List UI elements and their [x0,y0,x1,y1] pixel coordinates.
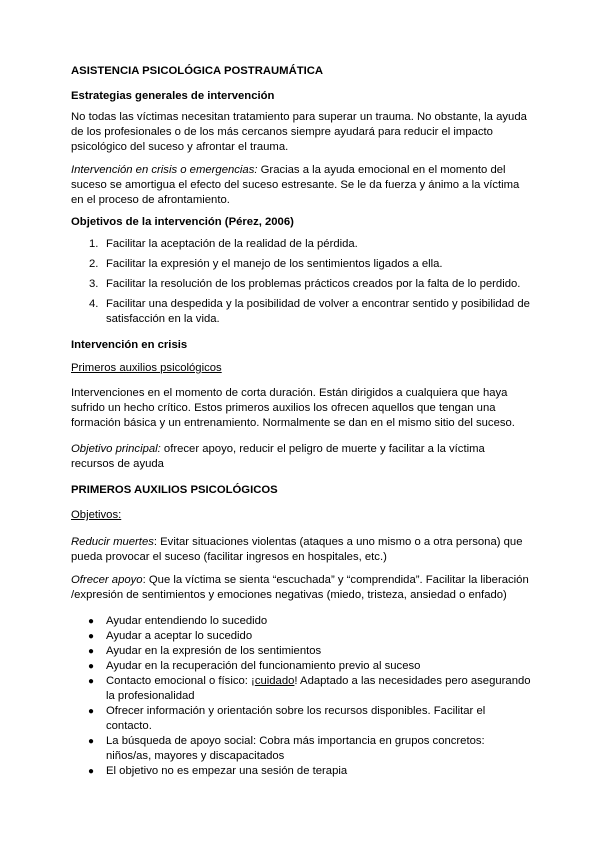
list-item-text: La búsqueda de apoyo social: Cobra más importancia en grupos concretos: niños/as, mayores y discapacitados [106,735,485,762]
first-aid-objectives-label: Objetivos: [71,509,122,521]
support-bullet-list [71,614,531,779]
bullet-icon: ● [88,766,95,777]
crisis-emergency-paragraph [71,163,531,208]
list-item [71,704,531,734]
crisis-paragraph: Intervenciones en el momento de corta duración. Están dirigidos a cualquiera que haya sufrido un hecho crítico. Estos primeros auxilios los ofrecen aquellos que tengan una formación básica y un entrenamiento. Normalmente se dan en el mismo sitio del suceso. [71,387,515,429]
offer-support-label: Ofrecer apoyo [71,574,143,586]
list-item-text: Ayudar en la recuperación del funcionamiento previo al suceso [106,660,421,672]
list-item-text: Facilitar la expresión y el manejo de los sentimientos ligados a ella. [106,258,443,270]
strategies-heading: Estrategias generales de intervención [71,90,275,102]
list-item-text: Facilitar la aceptación de la realidad de la pérdida. [106,238,358,250]
reduce-deaths-label: Reducir muertes [71,536,154,548]
list-item-text: Ayudar a aceptar lo sucedido [106,630,253,642]
objectives-list [71,237,531,327]
list-item [71,629,531,644]
crisis-emergency-label: Intervención en crisis o emergencias: [71,164,258,176]
list-item [71,659,531,674]
list-item-text: El objetivo no es empezar una sesión de terapia [106,765,348,777]
list-item-number: 2. [89,258,99,270]
list-item-text: Facilitar una despedida y la posibilidad de volver a encontrar sentido y posibilidad de satisfacción en la vida. [106,298,530,325]
bullet-icon: ● [88,616,95,627]
first-aid-heading: PRIMEROS AUXILIOS PSICOLÓGICOS [71,484,278,496]
main-objective-text: ofrecer apoyo, reducir el peligro de muerte y facilitar a la víctima recursos de ayuda [71,443,485,470]
main-objective-label: Objetivo principal: [71,443,161,455]
list-item [71,644,531,659]
contact-pre-text: Contacto emocional o físico: ¡ [106,675,255,687]
list-item-text: Facilitar la resolución de los problemas prácticos creados por la falta de lo perdido. [106,278,521,290]
list-item-number: 4. [89,298,99,310]
list-item-text: Ofrecer información y orientación sobre los recursos disponibles. Facilitar el contacto. [106,705,486,732]
list-item [71,764,531,779]
cuidado-link[interactable]: cuidado [254,675,295,687]
crisis-emergency-text: Gracias a la ayuda emocional en el momento del suceso se amortigua el efecto del suceso estresante. Se le da fuerza y ánimo a la víctima en el proceso de afrontamiento. [71,164,520,206]
list-item-text: Ayudar entendiendo lo sucedido [106,615,268,627]
reduce-deaths-paragraph [71,535,531,565]
objectives-heading: Objetivos de la intervención (Pérez, 2006) [71,216,294,228]
list-item-number: 1. [89,238,99,250]
list-item [71,614,531,629]
contact-post-text: ! Adaptado a las necesidades pero asegurando la profesionalidad [106,675,531,702]
main-objective-paragraph [71,442,531,472]
strategies-paragraph: No todas las víctimas necesitan tratamiento para superar un trauma. No obstante, la ayuda de los profesionales o de los más cercanos siempre ayudará para reducir el impacto psicológico del suceso y afrontar el trauma. [71,111,527,153]
bullet-icon: ● [88,631,95,642]
crisis-heading: Intervención en crisis [71,339,188,351]
list-item [71,237,531,252]
first-aid-subheading: Primeros auxilios psicológicos [71,362,222,374]
list-item-text: Ayudar en la expresión de los sentimientos [106,645,322,657]
bullet-icon: ● [88,676,95,687]
bullet-icon: ● [88,706,95,717]
bullet-icon: ● [88,736,95,747]
offer-support-paragraph [71,573,531,603]
document-title: ASISTENCIA PSICOLÓGICA POSTRAUMÁTICA [71,65,324,77]
bullet-icon: ● [88,661,95,672]
reduce-deaths-text: : Evitar situaciones violentas (ataques a uno mismo o a otra persona) que pueda provocar el suceso (facilitar ingresos en hospitales, etc.) [71,536,523,563]
offer-support-text: : Que la víctima se sienta “escuchada” y “comprendida”. Facilitar la liberación /expresión de sentimientos y emociones negativas (miedo, tristeza, ansiedad o enfado) [71,574,529,601]
list-item-number: 3. [89,278,99,290]
list-item [71,734,531,764]
list-item [71,674,531,704]
list-item [71,297,531,327]
document-page [71,64,531,779]
list-item [71,257,531,272]
list-item [71,277,531,292]
bullet-icon: ● [88,646,95,657]
